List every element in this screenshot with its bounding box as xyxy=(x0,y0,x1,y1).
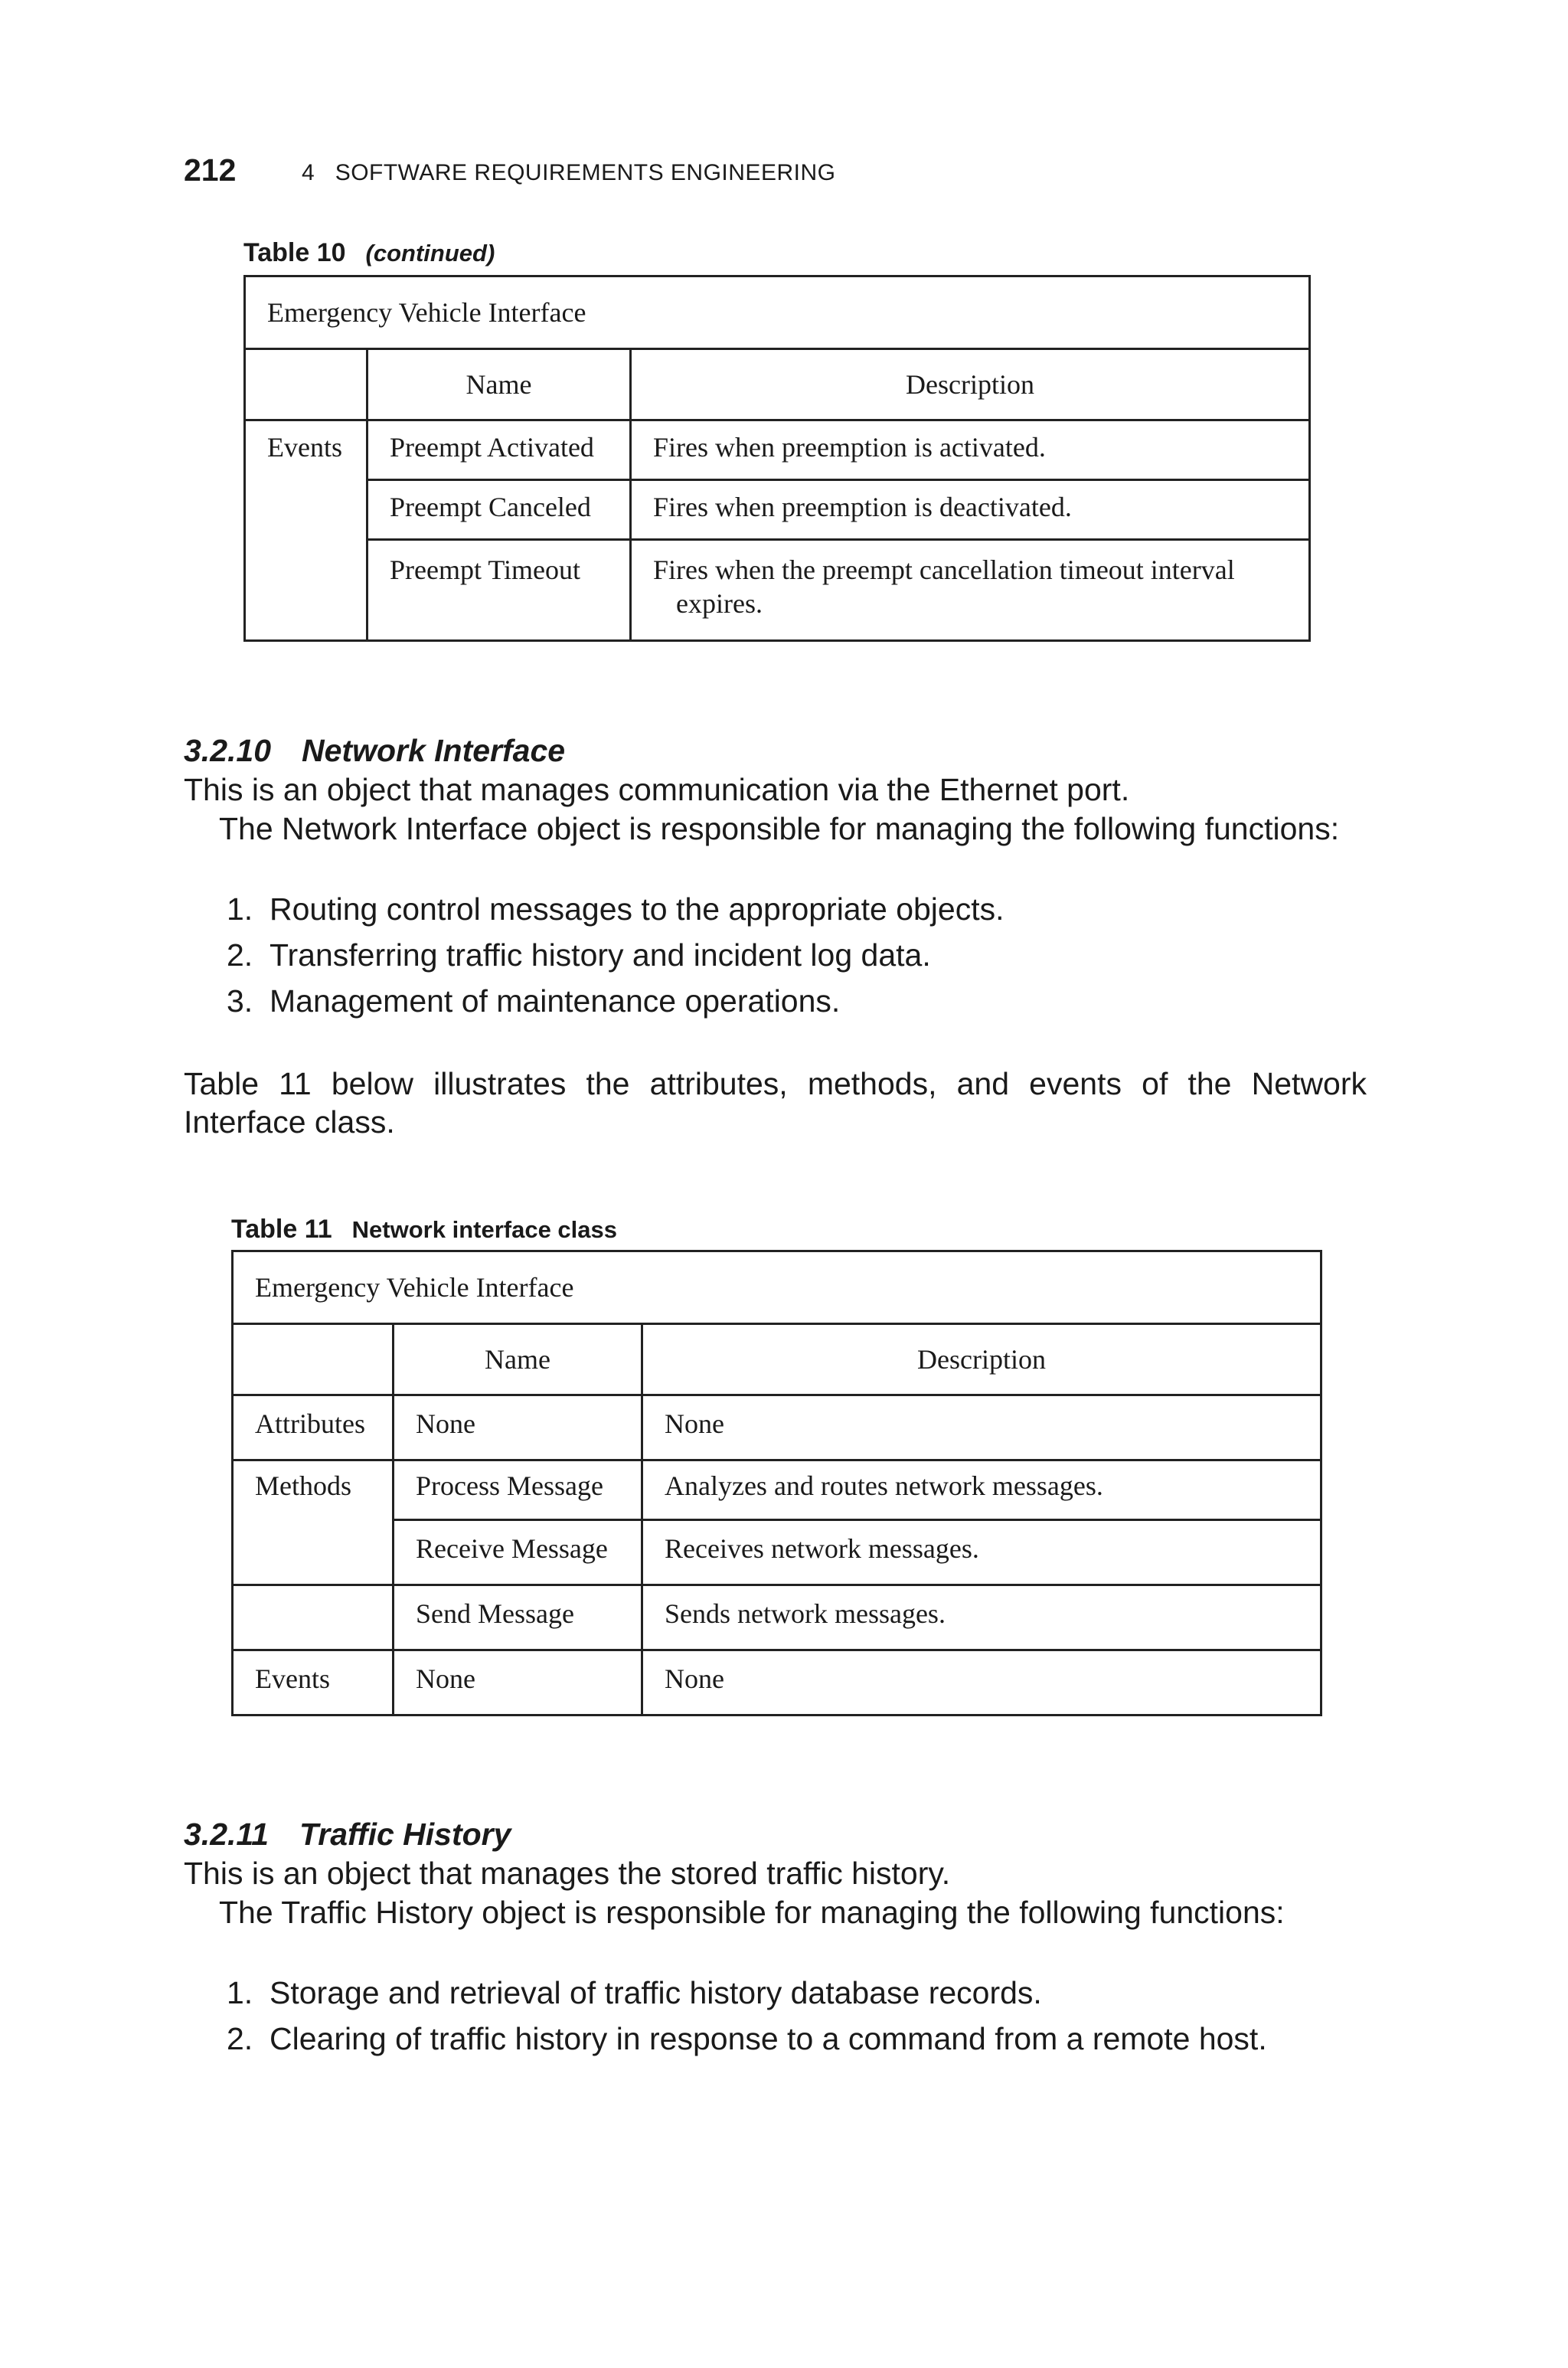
table11 xyxy=(231,1250,1322,1716)
table-header-row xyxy=(245,349,1310,420)
table11-cell-name: None xyxy=(394,1650,642,1715)
chapter-title: 4 SOFTWARE REQUIREMENTS ENGINEERING xyxy=(302,160,836,185)
list-item xyxy=(227,890,1004,928)
table11-header-description: Description xyxy=(642,1324,1321,1395)
table11-cell-name: Receive Message xyxy=(394,1520,642,1585)
table-row xyxy=(245,480,1310,540)
section-intro: This is an object that manages the stored traffic history. xyxy=(184,1856,951,1891)
table10 xyxy=(243,275,1311,642)
list-text: Routing control messages to the appropriate objects. xyxy=(270,891,1004,927)
table11-cell-description: None xyxy=(642,1650,1321,1715)
table-header-row xyxy=(233,1324,1321,1395)
table11-category-attributes: Attributes xyxy=(233,1395,394,1460)
table11-cell-description: Analyzes and routes network messages. xyxy=(642,1460,1321,1520)
table-title-row xyxy=(245,276,1310,349)
list-item xyxy=(227,982,840,1020)
list-text: Management of maintenance operations. xyxy=(270,983,841,1019)
table10-category-events: Events xyxy=(245,420,368,641)
table11-header-empty xyxy=(233,1324,394,1395)
table10-cell-name: Preempt Timeout xyxy=(368,540,631,641)
table11-title: Emergency Vehicle Interface xyxy=(233,1251,1321,1324)
table10-cell-description: Fires when preemption is activated. xyxy=(631,420,1310,480)
list-item xyxy=(227,2020,1267,2058)
table10-header-name: Name xyxy=(368,349,631,420)
section-intro: This is an object that manages communication via the Ethernet port. xyxy=(184,772,1130,807)
table-row xyxy=(245,540,1310,641)
section-title: Traffic History xyxy=(299,1817,511,1852)
table-title-row xyxy=(233,1251,1321,1324)
page-number: 212 xyxy=(184,152,237,188)
table11-cell-name: Process Message xyxy=(394,1460,642,1520)
section-lead: The Traffic History object is responsible for managing the following functions: xyxy=(219,1895,1285,1930)
list-text: Transferring traffic history and incident log data. xyxy=(270,937,931,973)
table10-cell-description: Fires when preemption is deactivated. xyxy=(631,480,1310,540)
list-text: Storage and retrieval of traffic history database records. xyxy=(270,1975,1042,2010)
table11-cell-name: Send Message xyxy=(394,1585,642,1650)
table-row xyxy=(233,1520,1321,1585)
table11-category-methods: Methods xyxy=(233,1460,394,1585)
table11-header-name: Name xyxy=(394,1324,642,1395)
table11-caption xyxy=(231,1214,617,1245)
table10-cell-name: Preempt Activated xyxy=(368,420,631,480)
table-row xyxy=(233,1650,1321,1715)
section-heading-3-2-11 xyxy=(184,1815,511,1853)
table11-cell-description: None xyxy=(642,1395,1321,1460)
section-number: 3.2.11 xyxy=(184,1817,269,1852)
section-number: 3.2.10 xyxy=(184,733,271,768)
list-number: 3. xyxy=(227,983,253,1019)
section-heading-3-2-10 xyxy=(184,731,565,770)
table10-header-description: Description xyxy=(631,349,1310,420)
table10-caption-text: (continued) xyxy=(365,240,495,267)
paragraph-line: Interface class. xyxy=(184,1104,395,1140)
table11-category-empty xyxy=(233,1585,394,1650)
list-number: 1. xyxy=(227,1975,253,2010)
table11-caption-number: Table 11 xyxy=(231,1215,332,1244)
table-row xyxy=(245,420,1310,480)
list-number: 2. xyxy=(227,2021,253,2056)
list-item xyxy=(227,1974,1042,2012)
table10-caption xyxy=(243,237,495,269)
paragraph-line: Table 11 below illustrates the attributes, methods, and events of the Network xyxy=(184,1066,1367,1101)
section-title: Network Interface xyxy=(302,733,566,768)
table10-cell-description: Fires when the preempt cancellation timeout interval expires. xyxy=(631,540,1310,641)
table11-cell-description: Sends network messages. xyxy=(642,1585,1321,1650)
list-item xyxy=(227,936,931,974)
table10-header-empty xyxy=(245,349,368,420)
table11-cell-name: None xyxy=(394,1395,642,1460)
list-number: 1. xyxy=(227,891,253,927)
table-row xyxy=(233,1395,1321,1460)
list-number: 2. xyxy=(227,937,253,973)
table10-caption-number: Table 10 xyxy=(243,238,346,267)
section-lead: The Network Interface object is responsible for managing the following functions: xyxy=(219,811,1340,846)
table-row xyxy=(233,1585,1321,1650)
table11-cell-description: Receives network messages. xyxy=(642,1520,1321,1585)
table11-caption-text: Network interface class xyxy=(351,1216,617,1243)
table10-cell-name: Preempt Canceled xyxy=(368,480,631,540)
table-row xyxy=(233,1460,1321,1520)
table10-title: Emergency Vehicle Interface xyxy=(245,276,1310,349)
list-text: Clearing of traffic history in response to a command from a remote host. xyxy=(270,2021,1267,2056)
table11-category-events: Events xyxy=(233,1650,394,1715)
